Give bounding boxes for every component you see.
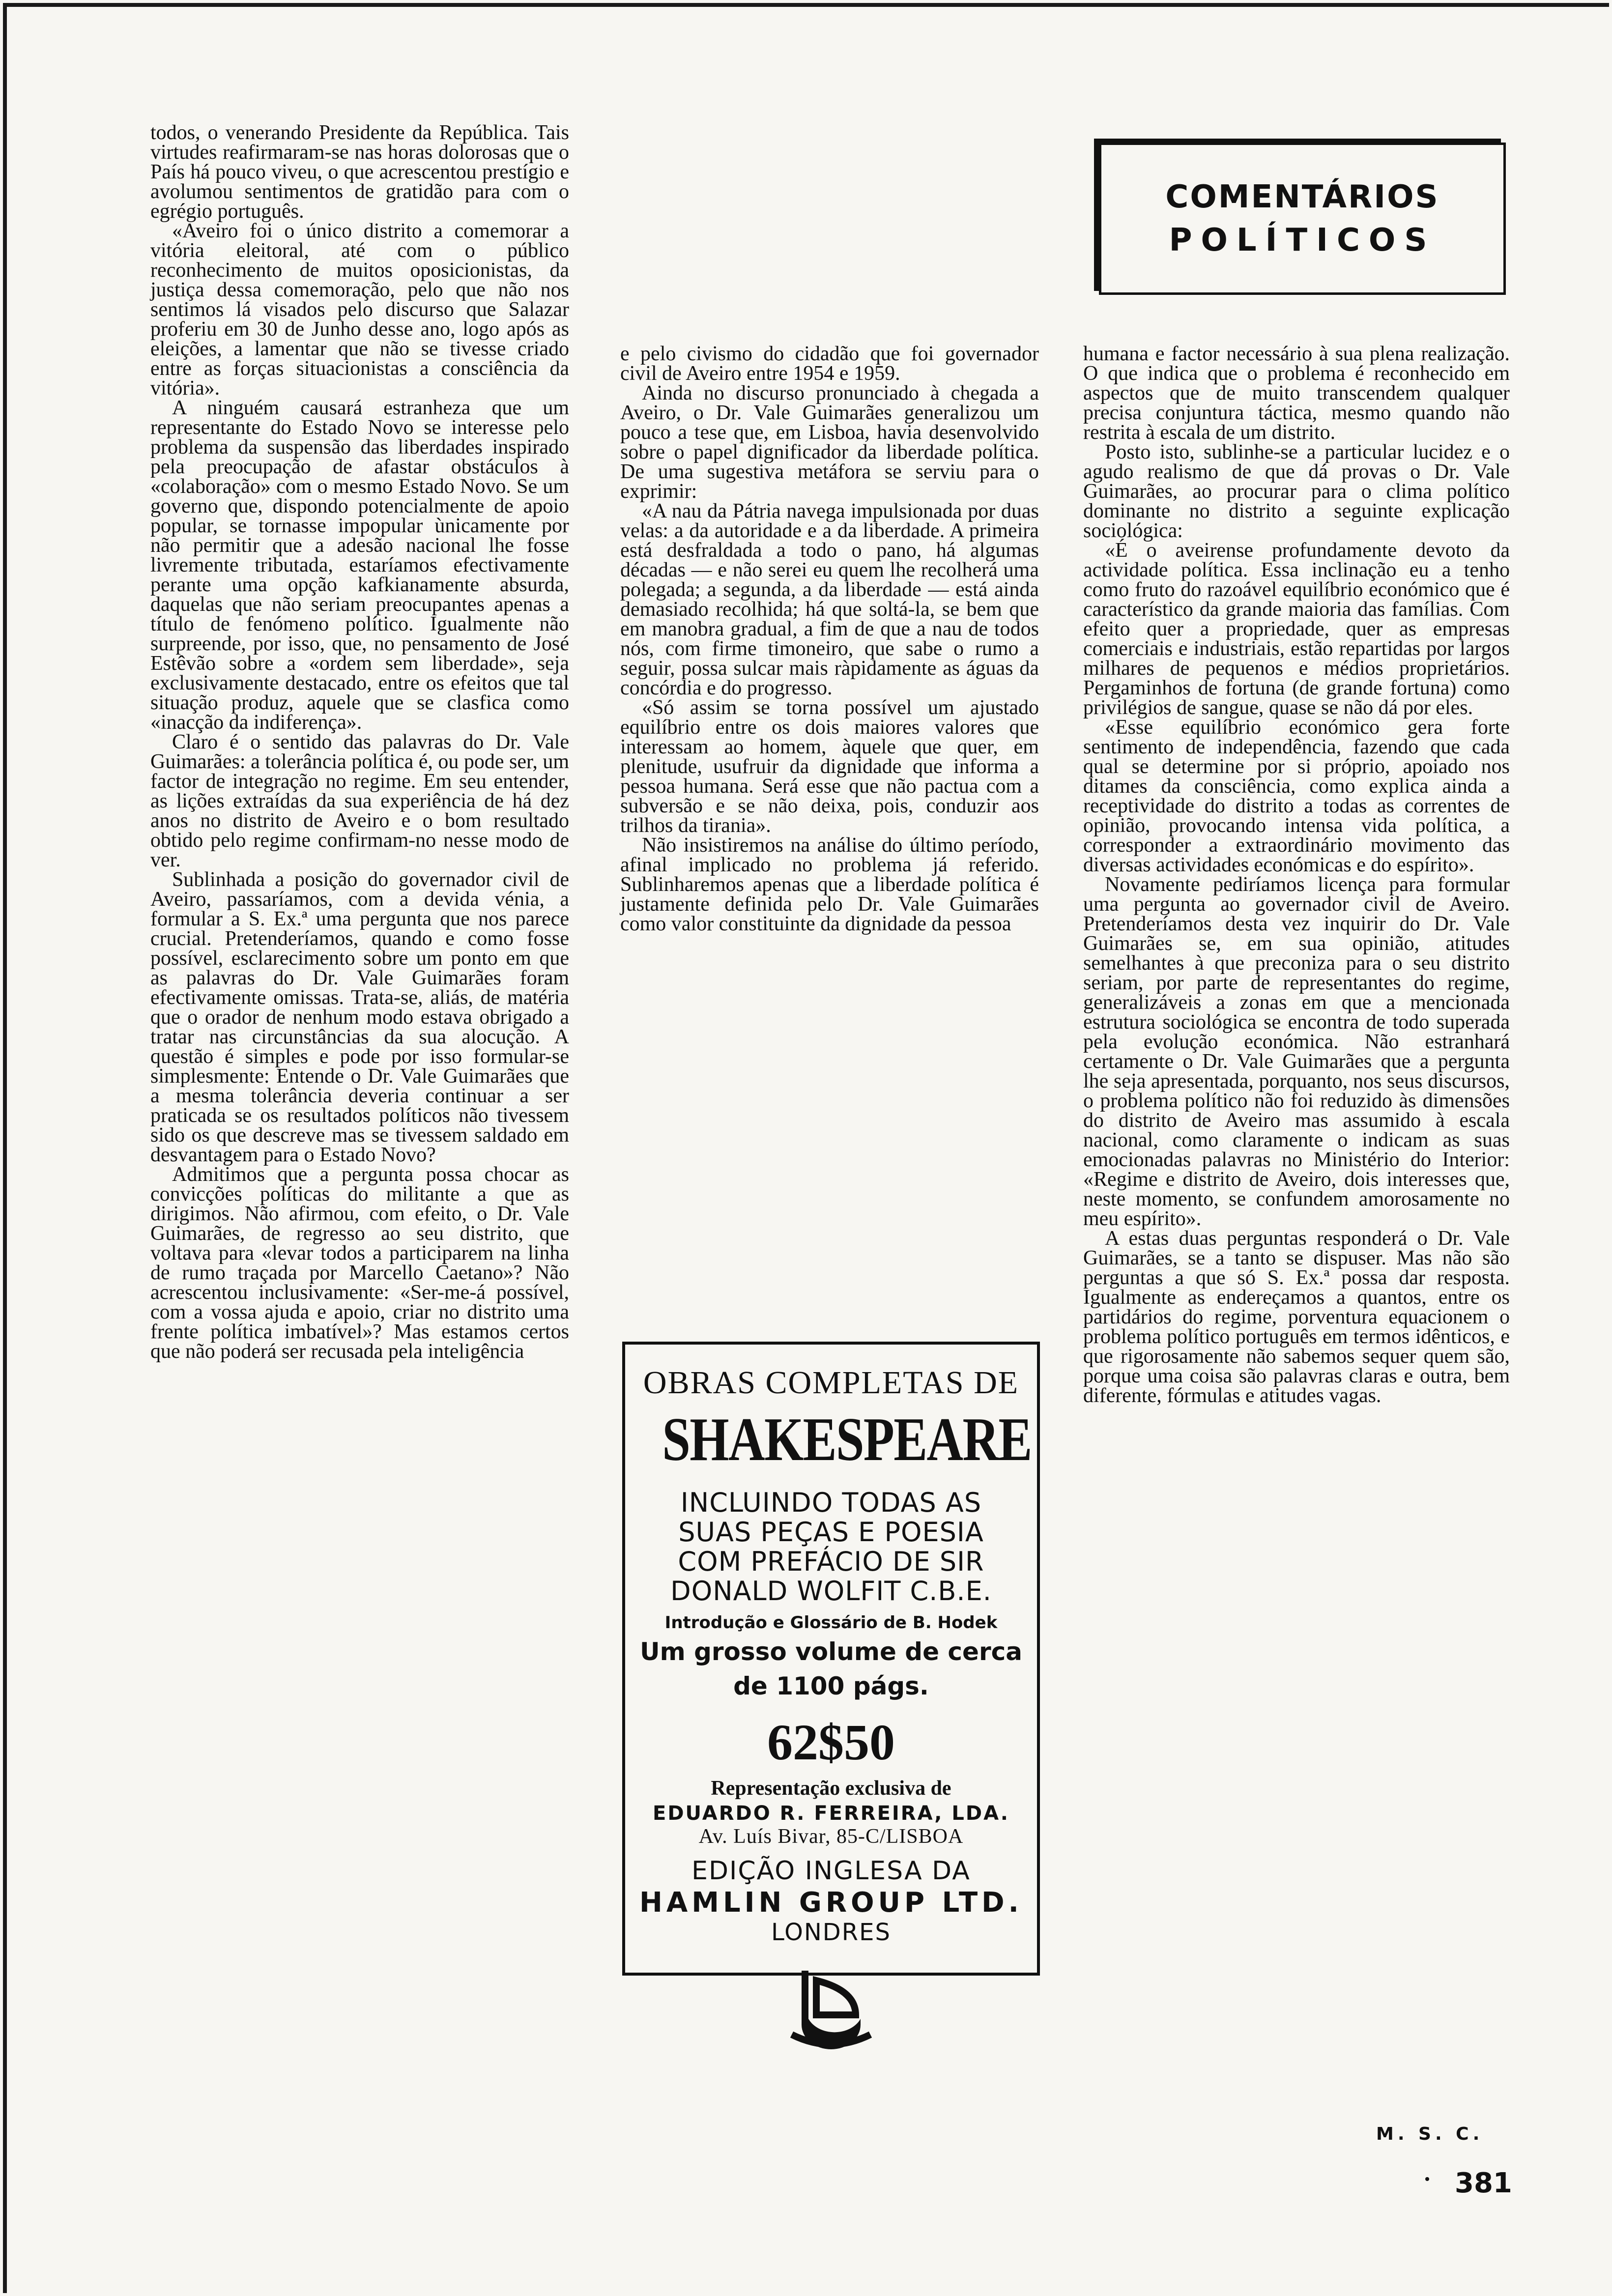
ad-line [625,1488,1037,1606]
ad-line [625,1635,1037,1703]
paragraph: Novamente pediríamos licença para formular uma pergunta ao governador civil de Aveiro. Pretenderíamos desta vez inquirir do Dr. Vale Guimarães se, em sua opinião, atitudes semelhantes à que preconiza para o seu distrito seriam, por parte de representantes do regime, generalizáveis a zonas em que a mencionada estrutura sociológica se encontra de todo superada pela evolução económica. Não estranhará certamente o Dr. Vale Guimarães que a pergunta lhe seja apresentada, porquanto, nos seus discursos, o problema político não foi reduzido às dimensões do distrito de Aveiro mas assumido à escala nacional, como claramente o indicam as suas emocionadas palavras no Ministério do Interior: «Regime e distrito de Aveiro, dois interesses que, neste momento, se confundem amorosamente no meu espírito». [1083,873,1510,1230]
ad-line: Representação exclusiva de [711,1777,951,1800]
paragraph: Sublinhada a posição do governador civil de Aveiro, passaríamos, com a devida vénia, a formular a S. Ex.ª uma pergunta que nos parece crucial. Pretenderíamos, quando e como fosse possível, esclarecimento sobre um ponto em que as palavras do Dr. Vale Guimarães foram efectivamente omissas. Trata-se, aliás, de matéria que o orador de nenhum modo estava obrigado a tratar nas circunstâncias da sua alocução. A questão é simples e pode por isso formular-se simplesmente: Entende o Dr. Vale Guimarães que a mesma tolerância deveria continuar a ser praticada se os resultados políticos não tivessem sido os que descreve mas se tivessem saldado em desvantagem para o Estado Novo? [150,868,569,1166]
article-column-1 [150,123,569,1361]
ad-line: OBRAS COMPLETAS DE [643,1365,1019,1401]
paragraph: Admitimos que a pergunta possa chocar as convicções políticas do militante a que as dirigimos. Não afirmou, com efeito, o Dr. Vale Guimarães, de regresso ao seu distrito, que voltava para «levar todos a participarem na linha de rumo traçada por Marcello Caetano»? Não acrescentou inclusivamente: «Ser-me-á possível, com a vossa ajuda e apoio, criar no distrito uma frente política imbatível»? Mas estamos certos que não poderá ser recusada pela inteligência [150,1163,569,1363]
paragraph: e pelo civismo do cidadão que foi governador civil de Aveiro entre 1954 e 1959. [620,343,1039,385]
author-signature: M. S. C. [1376,2124,1484,2144]
ad-headline: SHAKESPEARE [662,1406,1032,1474]
paragraph: humana e factor necessário à sua plena realização. O que indica que o problema é reconhecido em aspectos que de muito transcendem qualquer precisa conjuntura táctica, mesmo quando não restrita à escala de um distrito. [1083,343,1510,444]
ad-line: EDUARDO R. FERREIRA, LDA. [653,1802,1009,1825]
ad-price: 62$50 [767,1714,895,1771]
ad-line: Av. Luís Bivar, 85-C/LISBOA [698,1825,964,1848]
ad-line: SUAS PEÇAS E POESIA [678,1517,984,1548]
section-title-line1: COMENTÁRIOS [1165,179,1439,215]
ad-line: EDIÇÃO INGLESA DA [691,1856,971,1886]
paragraph: A estas duas perguntas responderá o Dr. Vale Guimarães, se a tanto se dispuser. Mas não são perguntas a que só S. Ex.ª possa dar resposta. Igualmente as endereçamos a quantos, entre os partidários do regime, porventura equacionem o problema político português em termos idênticos, e que rigorosamente não sabemos sequer quem são, porque uma coisa são palavras claras e outra, bem diferente, fórmulas e atitudes vagas. [1083,1227,1510,1407]
paragraph: A ninguém causará estranheza que um representante do Estado Novo se interesse pelo problema da suspensão das liberdades inspirado pela preocupação de afastar obstáculos à «colaboração» com o mesmo Estado Novo. Se um governo que, dispondo potencialmente de apoio popular, se tornasse impopular ùnicamente por não permitir que a adesão nacional lhe fosse livremente tributada, estaríamos efectivamente perante uma opção kafkianamente absurda, daquelas que não seriam preocupantes apenas a título de fenómeno político. Igualmente não surpreende, por isso, que, no pensamento de José Estêvão sobre a «ordem sem liberdade», seja exclusivamente destacado, entre os efeitos que tal situação produz, aquele que se clasfica como «inacção da indiferença». [150,397,569,734]
ad-line: LONDRES [771,1919,891,1946]
paragraph: «A nau da Pátria navega impulsionada por duas velas: a da autoridade e a da liberdade. A primeira está desfraldada a todo o pano, há algumas décadas — e não serei eu quem lhe recolherá uma polegada; a segunda, a da liberdade — está ainda demasiado recolhida; há que soltá-la, se bem que em manobra gradual, a fim de que a nau de todos nós, com firme timoneiro, que sabe o rumo a seguir, possa sulcar mais ràpidamente as águas da concórdia e do progresso. [620,500,1039,699]
paragraph: «É o aveirense profundamente devoto da actividade política. Essa inclinação eu a tenho como fruto do razoável equilíbrio económico que é característico da grande maioria das famílias. Com efeito quer a propriedade, quer as empresas comerciais e industriais, estão repartidas por largos milhares de pequenos e médios proprietários. Pergaminhos de fortuna (de grande fortuna) como privilégios de sangue, quase se não dá por eles. [1083,539,1510,719]
ad-line: HAMLIN GROUP LTD. [639,1887,1023,1919]
paragraph: «Esse equilíbrio económico gera forte sentimento de independência, fazendo que cada qual se determine por si próprio, apoiado nos ditames da consciência, como explica ainda a receptividade do distrito a todas as correntes de opinião, provocando intensa vida política, a corresponder a extraordinário movimento das diversas actividades económicas e do espírito». [1083,716,1510,876]
article-column-3 [1083,344,1510,1406]
shakespeare-advertisement [622,1342,1040,1976]
section-title-line2: POLÍTICOS [1169,222,1436,258]
section-header-box [1099,143,1506,295]
ad-line: DONALD WOLFIT C.B.E. [670,1576,992,1607]
paragraph: Não insistiremos na análise do último período, afinal implicado no problema já referido. Sublinharemos apenas que a liberdade política é justamente definida pelo Dr. Vale Guimarães como valor constituinte da dignidade da pessoa [620,834,1039,935]
paragraph: todos, o venerando Presidente da República. Tais virtudes reafirmaram-se nas horas dolorosas que o País há pouco viveu, o que acrescentou prestígio e avolumou sentimentos de gratidão para com o egrégio português. [150,121,569,223]
ad-line: de 1100 págs. [733,1672,929,1700]
hamlin-ship-logo-icon [782,1961,880,2054]
paragraph: Posto isto, sublinhe-se a particular lucidez e o agudo realismo de que dá provas o Dr. Vale Guimarães, ao procurar para o clima político dominante no distrito a seguinte explicação sociológica: [1083,441,1510,542]
ad-line: COM PREFÁCIO DE SIR [678,1546,984,1577]
paragraph: «Aveiro foi o único distrito a comemorar a vitória eleitoral, até com o público reconhecimento de muitos oposicionistas, da justiça dessa comemoração, pelo que não nos sentimos lá visados pelo discurso que Salazar proferiu em 30 de Junho desse ano, logo após as eleições, a lamentar que não se tivesse criado entre as forças situacionistas a consciência da vitória». [150,220,569,400]
ad-line: Introdução e Glossário de B. Hodek [664,1613,998,1633]
page-dot [1425,2177,1429,2181]
paragraph: «Só assim se torna possível um ajustado equilíbrio entre os dois maiores valores que interessam ao homem, àquele que quer, em plenitude, usufruir da dignidade que informa a pessoa humana. Será esse que não pactua com a subversão e se não deixa, pois, conduzir aos trilhos da tirania». [620,696,1039,837]
page-border-top [3,3,1609,7]
page-number: 381 [1455,2167,1512,2199]
article-column-2 [620,344,1039,934]
ad-line: INCLUINDO TODAS AS [680,1487,982,1518]
ad-line: Um grosso volume de cerca [640,1637,1022,1666]
page-border-left [3,3,7,2293]
paragraph: Claro é o sentido das palavras do Dr. Vale Guimarães: a tolerância política é, ou pode ser, um factor de integração no regime. Em seu entender, as lições extraídas da sua experiência de há dez anos no distrito de Aveiro e o bom resultado obtido pelo regime confirmam-no nesse modo de ver. [150,731,569,871]
paragraph: Ainda no discurso pronunciado à chegada a Aveiro, o Dr. Vale Guimarães generalizou um pouco a tese que, em Lisboa, havia desenvolvido sobre o papel dignificador da liberdade política. De uma sugestiva metáfora se serviu para o exprimir: [620,382,1039,503]
